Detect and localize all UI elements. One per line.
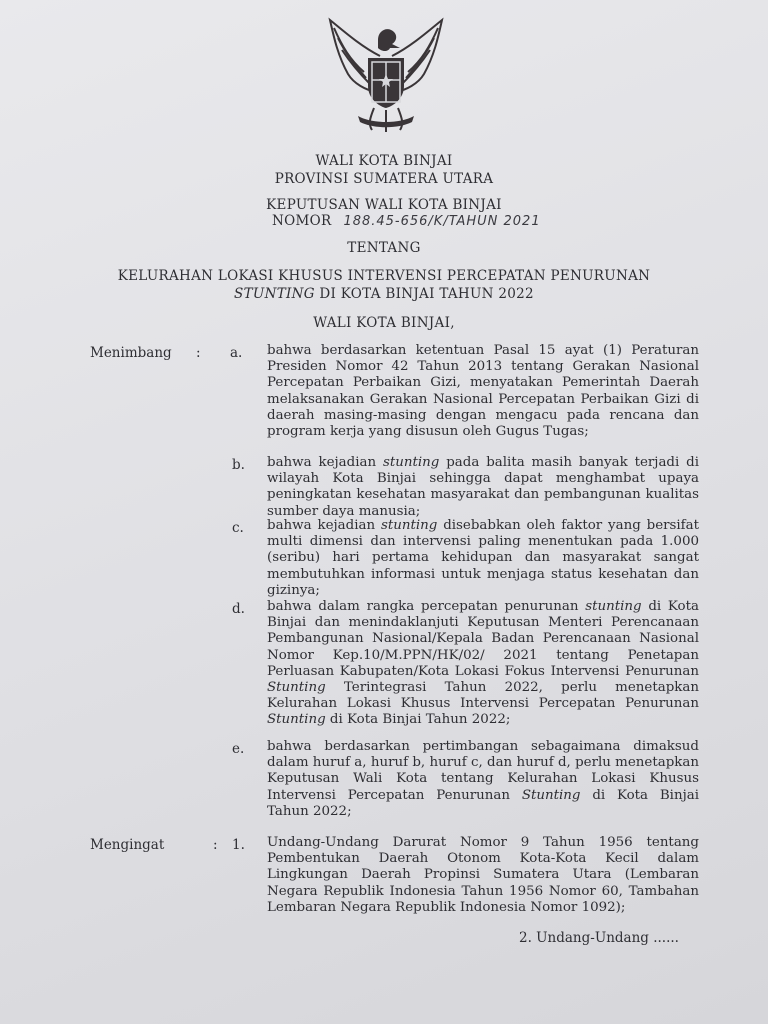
issuer-salutation: WALI KOTA BINJAI, [313, 315, 455, 331]
subject-line-2 [0, 286, 768, 302]
menimbang-mark-c: c. [232, 520, 244, 536]
menimbang-mark-b: b. [232, 457, 245, 473]
issuer-title: WALI KOTA BINJAI [315, 153, 453, 169]
decree-number-handwritten: 188.45-656/K/TAHUN 2021 [343, 214, 541, 229]
province-title: PROVINSI SUMATERA UTARA [274, 171, 494, 187]
subject-line-2-rest: DI KOTA BINJAI TAHUN 2022 [314, 286, 534, 302]
menimbang-item-d: bahwa dalam rangka percepatan penurunan stunting di Kota Binjai dan menindaklanjuti Keputusan Menteri Perencanaan Pembangunan Nasional/Kepala Badan Perencanaan Nasional Nomor Kep.10/M.PPN/HK/02/ 2021 tentang Penetapan Perluasan Kabupaten/Kota Lokasi Fokus Intervensi Penurunan Stunting Terintegrasi Tahun 2022, perlu menetapkan Kelurahan Lokasi Khusus Intervensi Percepatan Penurunan Stunting di Kota Binjai Tahun 2022; [267, 599, 699, 728]
menimbang-item-e: bahwa berdasarkan pertimbangan sebagaimana dimaksud dalam huruf a, huruf b, huruf c, dan huruf d, perlu menetapkan Keputusan Wali Kota tentang Kelurahan Lokasi Khusus Intervensi Percepatan Penurunan Stunting di Kota Binjai Tahun 2022; [267, 739, 700, 819]
subject-line-1: KELURAHAN LOKASI KHUSUS INTERVENSI PERCEPATAN PENURUNAN [117, 268, 651, 284]
mengingat-mark-1: 1. [232, 837, 245, 853]
menimbang-colon: : [196, 345, 201, 361]
decree-number [272, 213, 541, 229]
menimbang-mark-d: d. [232, 601, 245, 617]
mengingat-colon: : [213, 837, 218, 853]
continuation-marker: 2. Undang-Undang ...... [519, 930, 679, 946]
about-heading: TENTANG [347, 240, 421, 256]
menimbang-item-c: bahwa kejadian stunting disebabkan oleh faktor yang bersifat multi dimensi dan intervensi paling menentukan pada 1.000 (seribu) hari pertama kehidupan dan masyarakat sangat membutuhkan informasi untuk menjaga status kesehatan dan gizinya; [267, 518, 699, 598]
garuda-emblem-icon [320, 16, 452, 134]
subject-italic-term: STUNTING [234, 286, 315, 302]
menimbang-mark-a: a. [230, 345, 243, 361]
menimbang-label: Menimbang [90, 345, 172, 361]
mengingat-label: Mengingat [90, 837, 165, 853]
menimbang-mark-e: e. [232, 741, 245, 757]
mengingat-item-1: Undang-Undang Darurat Nomor 9 Tahun 1956 tentang Pembentukan Daerah Otonom Kota-Kota Kecil dalam Lingkungan Daerah Propinsi Sumatera Utara (Lembaran Negara Republik Indonesia Tahun 1956 Nomor 60, Tambahan Lembaran Negara Republik Indonesia Nomor 1092); [267, 835, 699, 915]
decree-number-label: NOMOR [272, 213, 332, 229]
decree-title: KEPUTUSAN WALI KOTA BINJAI [266, 197, 502, 213]
menimbang-item-a: bahwa berdasarkan ketentuan Pasal 15 ayat (1) Peraturan Presiden Nomor 42 Tahun 2013 tentang Gerakan Nasional Percepatan Perbaikan Gizi, menyatakan Pemerintah Daerah melaksanakan Gerakan Nasional Percepatan Perbaikan Gizi di daerah masing-masing dengan mengacu pada rencana dan program kerja yang disusun oleh Gugus Tugas; [267, 343, 699, 440]
menimbang-item-b: bahwa kejadian stunting pada balita masih banyak terjadi di wilayah Kota Binjai sehingga dapat menghambat upaya peningkatan kesehatan masyarakat dan pembangunan kualitas sumber daya manusia; [267, 455, 699, 519]
